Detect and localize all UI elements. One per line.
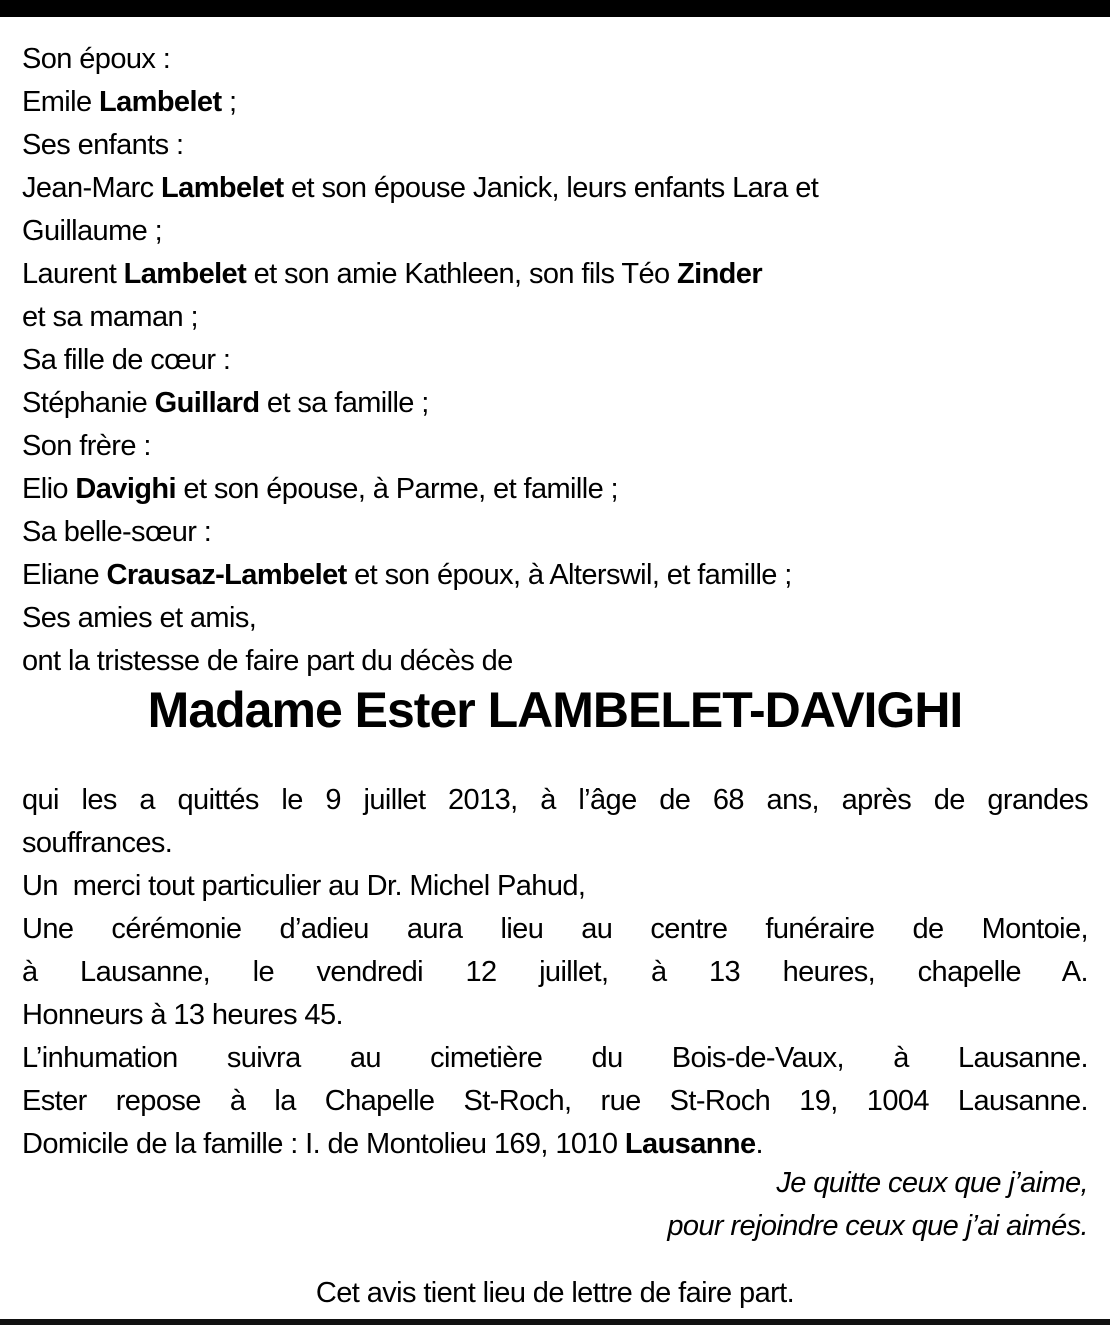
- text-line: [22, 1123, 1088, 1166]
- text-segment: et son épouse, à Parme, et famille ;: [175, 473, 619, 505]
- deceased-name: Madame Ester LAMBELET-DAVIGHI: [147, 682, 963, 738]
- bottom-border: [0, 1319, 1110, 1325]
- text-segment: ;: [221, 86, 237, 118]
- text-segment: et son amie Kathleen, son fils Téo: [246, 258, 677, 290]
- text-line: [22, 81, 1088, 124]
- text-segment: qui les a quittés le 9 juillet 2013, à l’âge de 68 ans, après de grandes: [22, 784, 1088, 816]
- text-segment: et sa famille ;: [259, 387, 429, 419]
- text-line: [22, 425, 1088, 468]
- text-segment: Jean-Marc: [22, 172, 162, 204]
- text-segment: Un merci tout particulier au Dr. Michel Pahud,: [22, 870, 586, 902]
- surname: Crausaz-Lambelet: [106, 559, 347, 591]
- quote-line: pour rejoindre ceux que j’ai aimés.: [667, 1210, 1088, 1242]
- text-segment: et son épouse Janick, leurs enfants Lara et: [283, 172, 819, 204]
- text-line: [22, 597, 1088, 640]
- surname: Lambelet: [161, 172, 284, 204]
- text-segment: Elio: [22, 473, 76, 505]
- closing: [22, 1272, 1088, 1315]
- text-segment: et son époux, à Alterswil, et famille ;: [346, 559, 792, 591]
- text-segment: à Lausanne, le vendredi 12 juillet, à 13 heures, chapelle A.: [22, 956, 1088, 988]
- text-segment: Ses amies et amis,: [22, 602, 257, 634]
- text-line: [22, 1080, 1088, 1123]
- text-line: [22, 865, 1088, 908]
- surname: Davighi: [75, 473, 176, 505]
- text-segment: Laurent: [22, 258, 124, 290]
- closing-text: Cet avis tient lieu de lettre de faire part.: [315, 1277, 795, 1309]
- text-line: [22, 511, 1088, 554]
- quote: [22, 1162, 1088, 1248]
- text-line: [22, 253, 1088, 296]
- surname: Zinder: [677, 258, 763, 290]
- text-segment: Une cérémonie d’adieu aura lieu au centre funéraire de Montoie,: [22, 913, 1088, 945]
- text-segment: Ester repose à la Chapelle St-Roch, rue St-Roch 19, 1004 Lausanne.: [22, 1085, 1088, 1117]
- top-border: [0, 0, 1110, 17]
- text-segment: Honneurs à 13 heures 45.: [22, 999, 343, 1031]
- text-segment: Emile: [22, 86, 99, 118]
- text-segment: Ses enfants :: [22, 129, 184, 161]
- text-line: [22, 1037, 1088, 1080]
- text-segment: Guillaume ;: [22, 215, 163, 247]
- text-line: [22, 38, 1088, 81]
- text-segment: Stéphanie: [22, 387, 155, 419]
- text-segment: Sa belle-sœur :: [22, 516, 212, 548]
- text-segment: ont la tristesse de faire part du décès de: [22, 645, 513, 677]
- text-segment: Domicile de la famille : I. de Montolieu 169, 1010: [22, 1128, 625, 1160]
- text-line: [22, 994, 1088, 1037]
- surname: Lausanne: [624, 1128, 756, 1160]
- text-line: [22, 339, 1088, 382]
- details-paragraph: [22, 779, 1088, 1166]
- text-segment: Sa fille de cœur :: [22, 344, 231, 376]
- text-line: [22, 640, 1088, 683]
- text-segment: Son frère :: [22, 430, 151, 462]
- text-line: [22, 210, 1088, 253]
- text-line: [22, 779, 1088, 822]
- text-segment: souffrances.: [22, 827, 173, 859]
- quote-line: Je quitte ceux que j’aime,: [776, 1167, 1088, 1199]
- text-line: [22, 468, 1088, 511]
- text-line: [22, 908, 1088, 951]
- text-segment: .: [755, 1128, 763, 1160]
- surname: Lambelet: [123, 258, 247, 290]
- text-line: [22, 124, 1088, 167]
- text-line: [22, 822, 1088, 865]
- text-segment: Eliane: [22, 559, 107, 591]
- surname: Guillard: [154, 387, 260, 419]
- text-line: [22, 951, 1088, 994]
- text-line: [22, 167, 1088, 210]
- text-segment: et sa maman ;: [22, 301, 198, 333]
- surname: Lambelet: [98, 86, 222, 118]
- family-list: [22, 38, 1088, 683]
- text-segment: L’inhumation suivra au cimetière du Bois-de-Vaux, à Lausanne.: [22, 1042, 1088, 1074]
- text-line: [22, 382, 1088, 425]
- text-segment: Son époux :: [22, 43, 171, 75]
- text-line: [22, 296, 1088, 339]
- text-line: [22, 554, 1088, 597]
